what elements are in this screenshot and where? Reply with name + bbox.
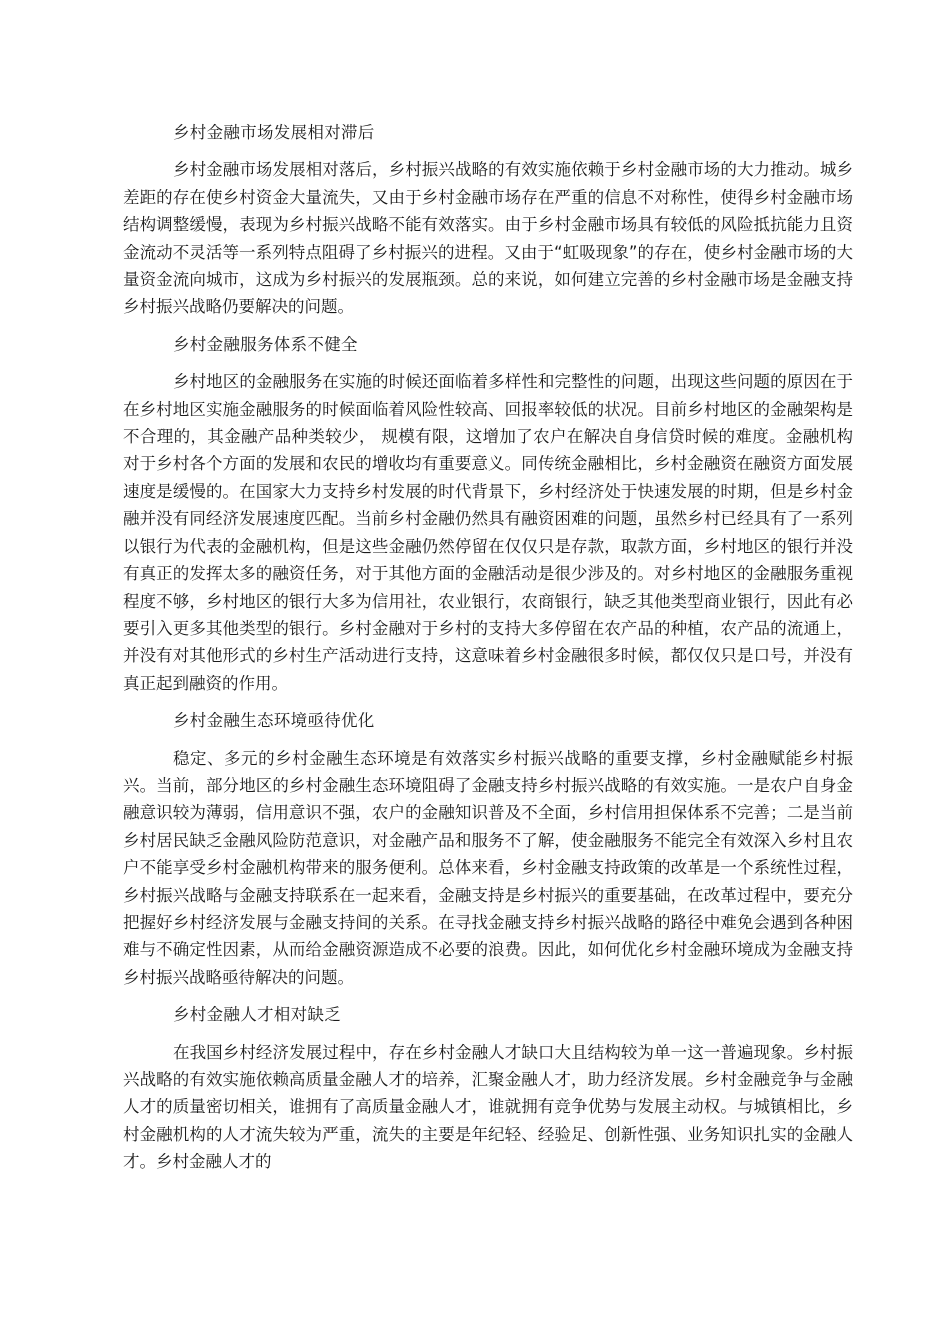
document-page xyxy=(123,119,853,1186)
section-paragraph: 乡村金融市场发展相对落后，乡村振兴战略的有效实施依赖于乡村金融市场的大力推动。城乡差距的存在使乡村资金大量流失，又由于乡村金融市场存在严重的信息不对称性，使得乡村金融市场结构调整缓慢，表现为乡村振兴战略不能有效落实。由于乡村金融市场具有较低的风险抵抗能力且资金流动不灵活等一系列特点阻碍了乡村振兴的进程。又由于“虹吸现象”的存在，使乡村金融市场的大量资金流向城市，这成为乡村振兴的发展瓶颈。总的来说，如何建立完善的乡村金融市场是金融支持乡村振兴战略仍要解决的问题。 xyxy=(123,160,853,317)
section-market xyxy=(123,119,853,321)
section-talent xyxy=(123,1001,853,1175)
section-heading: 乡村金融生态环境亟待优化 xyxy=(173,711,375,731)
section-paragraph: 乡村地区的金融服务在实施的时候还面临着多样性和完整性的问题，出现这些问题的原因在于在乡村地区实施金融服务的时候面临着风险性较高、回报率较低的状况。目前乡村地区的金融架构是不合理的，其金融产品种类较少， 规模有限，这增加了农户在解决自身信贷时候的难度。金融机构对于乡村各个方面的发展和农民的增收均有重要意义。同传统金融相比，乡村金融资在融资方面发展速度是缓慢的。在国家大力支持乡村发展的时代背景下，乡村经济处于快速发展的时期，但是乡村金融并没有同经济发展速度匹配。当前乡村金融仍然具有融资困难的问题，虽然乡村已经具有了一系列以银行为代表的金融机构，但是这些金融仍然停留在仅仅只是存款，取款方面，乡村地区的银行并没有真正的发挥太多的融资任务，对于其他方面的金融活动是很少涉及的。对乡村地区的金融服务重视程度不够，乡村地区的银行大多为信用社，农业银行，农商银行，缺乏其他类型商业银行，因此有必要引入更多其他类型的银行。乡村金融对于乡村的支持大多停留在农产品的种植，农产品的流通上，并没有对其他形式的乡村生产活动进行支持，这意味着乡村金融很多时候，都仅仅只是口号，并没有真正起到融资的作用。 xyxy=(123,372,853,693)
section-heading: 乡村金融人才相对缺乏 xyxy=(173,1005,341,1025)
section-service xyxy=(123,331,853,697)
section-paragraph: 稳定、多元的乡村金融生态环境是有效落实乡村振兴战略的重要支撑，乡村金融赋能乡村振兴。当前，部分地区的乡村金融生态环境阻碍了金融支持乡村振兴战略的有效实施。一是农户自身金融意识较为薄弱，信用意识不强，农户的金融知识普及不全面，乡村信用担保体系不完善；二是当前乡村居民缺乏金融风险防范意识，对金融产品和服务不了解，使金融服务不能完全有效深入乡村且农户不能享受乡村金融机构带来的服务便利。总体来看，乡村金融支持政策的改革是一个系统性过程，乡村振兴战略与金融支持联系在一起来看，金融支持是乡村振兴的重要基础，在改革过程中，要充分把握好乡村经济发展与金融支持间的关系。在寻找金融支持乡村振兴战略的路径中难免会遇到各种困难与不确定性因素，从而给金融资源造成不必要的浪费。因此，如何优化乡村金融环境成为金融支持乡村振兴战略亟待解决的问题。 xyxy=(123,748,853,987)
section-heading: 乡村金融市场发展相对滞后 xyxy=(173,123,375,142)
section-ecology xyxy=(123,707,853,991)
section-heading: 乡村金融服务体系不健全 xyxy=(173,334,358,354)
section-paragraph: 在我国乡村经济发展过程中，存在乡村金融人才缺口大且结构较为单一这一普遍现象。乡村振兴战略的有效实施依赖高质量金融人才的培养，汇聚金融人才，助力经济发展。乡村金融竞争与金融人才的质量密切相关，谁拥有了高质量金融人才，谁就拥有竞争优势与发展主动权。与城镇相比，乡村金融机构的人才流失较为严重，流失的主要是年纪轻、经验足、创新性强、业务知识扎实的金融人才。乡村金融人才的 xyxy=(123,1042,853,1172)
